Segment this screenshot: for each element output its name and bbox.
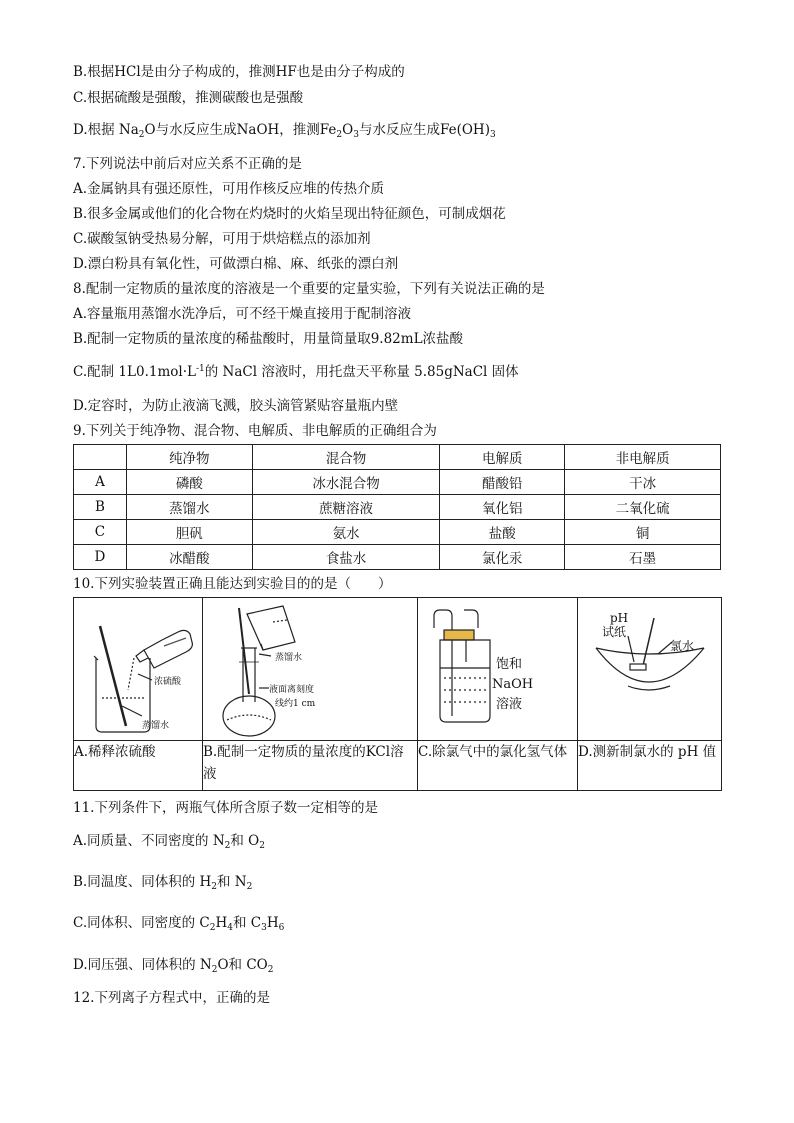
q7-option-b: B.很多金属或他们的化合物在灼烧时的火焰呈现出特征颜色，可制成烟花 [73, 206, 506, 222]
q8-stem: 8.配制一定物质的量浓度的溶液是一个重要的定量实验，下列有关说法正确的是 [73, 281, 545, 297]
q6-option-b: B.根据HCl是由分子构成的，推测HF也是由分子构成的 [73, 64, 405, 80]
table-cell: 二氧化硫 [565, 495, 721, 520]
table-header-row [74, 445, 721, 470]
table-cell: 胆矾 [126, 520, 252, 545]
table-row [74, 495, 721, 520]
q8-option-d: D.定容时，为防止液滴飞溅，胶头滴管紧贴容量瓶内壁 [73, 398, 399, 414]
table-header-cell [74, 445, 127, 470]
figure-label: 蒸馏水 [275, 653, 303, 663]
q7-option-d: D.漂白粉具有氧化性，可做漂白棉、麻、纸张的漂白剂 [73, 256, 399, 272]
gas-washing-bottle-figure [418, 598, 577, 740]
figure-label: 浓硫酸 [154, 677, 182, 687]
dilution-apparatus-figure [74, 598, 202, 740]
figure-cell-a [74, 598, 203, 741]
table-cell: 磷酸 [126, 470, 252, 495]
q7-option-c: C.碳酸氢钠受热易分解，可用于烘焙糕点的添加剂 [73, 231, 371, 247]
table-cell: 蔗糖溶液 [252, 495, 440, 520]
figure-label: 溶液 [496, 697, 523, 712]
figure-caption: A.稀释浓硫酸 [74, 741, 203, 791]
table-cell: 醋酸铅 [440, 470, 565, 495]
table-cell: 冰醋酸 [126, 545, 252, 570]
figure-row [74, 598, 722, 741]
q8-option-a: A.容量瓶用蒸馏水洗净后，可不经干燥直接用于配制溶液 [73, 306, 412, 322]
figure-cell-d [578, 598, 722, 741]
table-header-cell: 电解质 [440, 445, 565, 470]
figure-cell-c [418, 598, 578, 741]
q7-option-a: A.金属钠具有强还原性，可用作核反应堆的传热介质 [73, 181, 385, 197]
q11-option-a: A.同质量、不同密度的 $N_2$和 $O_2$ [73, 833, 265, 851]
table-row [74, 470, 721, 495]
q10-figure-table [73, 597, 722, 791]
table-cell: 石墨 [565, 545, 721, 570]
q11-stem: 11.下列条件下，两瓶气体所含原子数一定相等的是 [73, 800, 378, 816]
table-cell: 盐酸 [440, 520, 565, 545]
q11-option-d: D.同压强、同体积的 $N_2O$和 $CO_2$ [73, 957, 274, 975]
table-cell: D [74, 545, 127, 570]
table-cell: 氧化铝 [440, 495, 565, 520]
volumetric-flask-figure [203, 598, 417, 740]
figure-label: 线约1 cm [275, 699, 316, 709]
table-cell: 干冰 [565, 470, 721, 495]
table-cell: B [74, 495, 127, 520]
table-cell: 蒸馏水 [126, 495, 252, 520]
q11-option-c: C.同体积、同密度的 $C_2H_4$和 $C_3H_6$ [73, 915, 285, 933]
q8-option-c: C.配制 $1L0.1mol\cdot L^{-1}$的 NaCl 溶液时，用托盘天平称量 5.85gNaCl 固体 [73, 364, 519, 380]
q9-stem: 9.下列关于纯净物、混合物、电解质、非电解质的正确组合为 [73, 423, 437, 439]
table-cell: 氨水 [252, 520, 440, 545]
table-header-cell: 非电解质 [565, 445, 721, 470]
figure-cell-b [203, 598, 418, 741]
q12-stem: 12.下列离子方程式中，正确的是 [73, 990, 270, 1006]
table-cell: 冰水混合物 [252, 470, 440, 495]
table-cell: A [74, 470, 127, 495]
table-header-cell: 纯净物 [126, 445, 252, 470]
figure-caption: B.配制一定物质的量浓度的KCl溶液 [203, 741, 418, 791]
table-header-cell: 混合物 [252, 445, 440, 470]
figure-label: 液面离刻度 [269, 685, 315, 695]
figure-label: NaOH [492, 677, 534, 692]
q9-table [73, 444, 721, 570]
caption-row [74, 741, 722, 791]
figure-caption: D.测新制氯水的 pH 值 [578, 741, 722, 791]
ph-test-figure [578, 598, 721, 740]
q8-option-b: B.配制一定物质的量浓度的稀盐酸时，用量筒量取9.82mL浓盐酸 [73, 331, 464, 347]
figure-label: 饱和 [496, 657, 523, 672]
table-cell: C [74, 520, 127, 545]
q10-stem: 10.下列实验装置正确且能达到实验目的的是（ ） [73, 576, 392, 592]
figure-label: 试纸 [602, 625, 627, 639]
figure-label: 蒸馏水 [142, 721, 170, 731]
q7-stem: 7.下列说法中前后对应关系不正确的是 [73, 156, 302, 172]
table-cell: 铜 [565, 520, 721, 545]
table-cell: 氯化汞 [440, 545, 565, 570]
figure-label: pH [610, 611, 629, 625]
table-cell: 食盐水 [252, 545, 440, 570]
table-row [74, 545, 721, 570]
figure-caption: C.除氯气中的氯化氢气体 [418, 741, 578, 791]
table-row [74, 520, 721, 545]
q11-option-b: B.同温度、同体积的 $H_2$和 $N_2$ [73, 874, 253, 892]
q6-option-d: D.根据 $Na_2O$与水反应生成NaOH，推测$Fe_2O_3$与水反应生成$Fe(OH)_3$ [73, 122, 496, 140]
figure-label: 氯水 [670, 639, 695, 653]
q6-option-c: C.根据硫酸是强酸，推测碳酸也是强酸 [73, 90, 304, 106]
